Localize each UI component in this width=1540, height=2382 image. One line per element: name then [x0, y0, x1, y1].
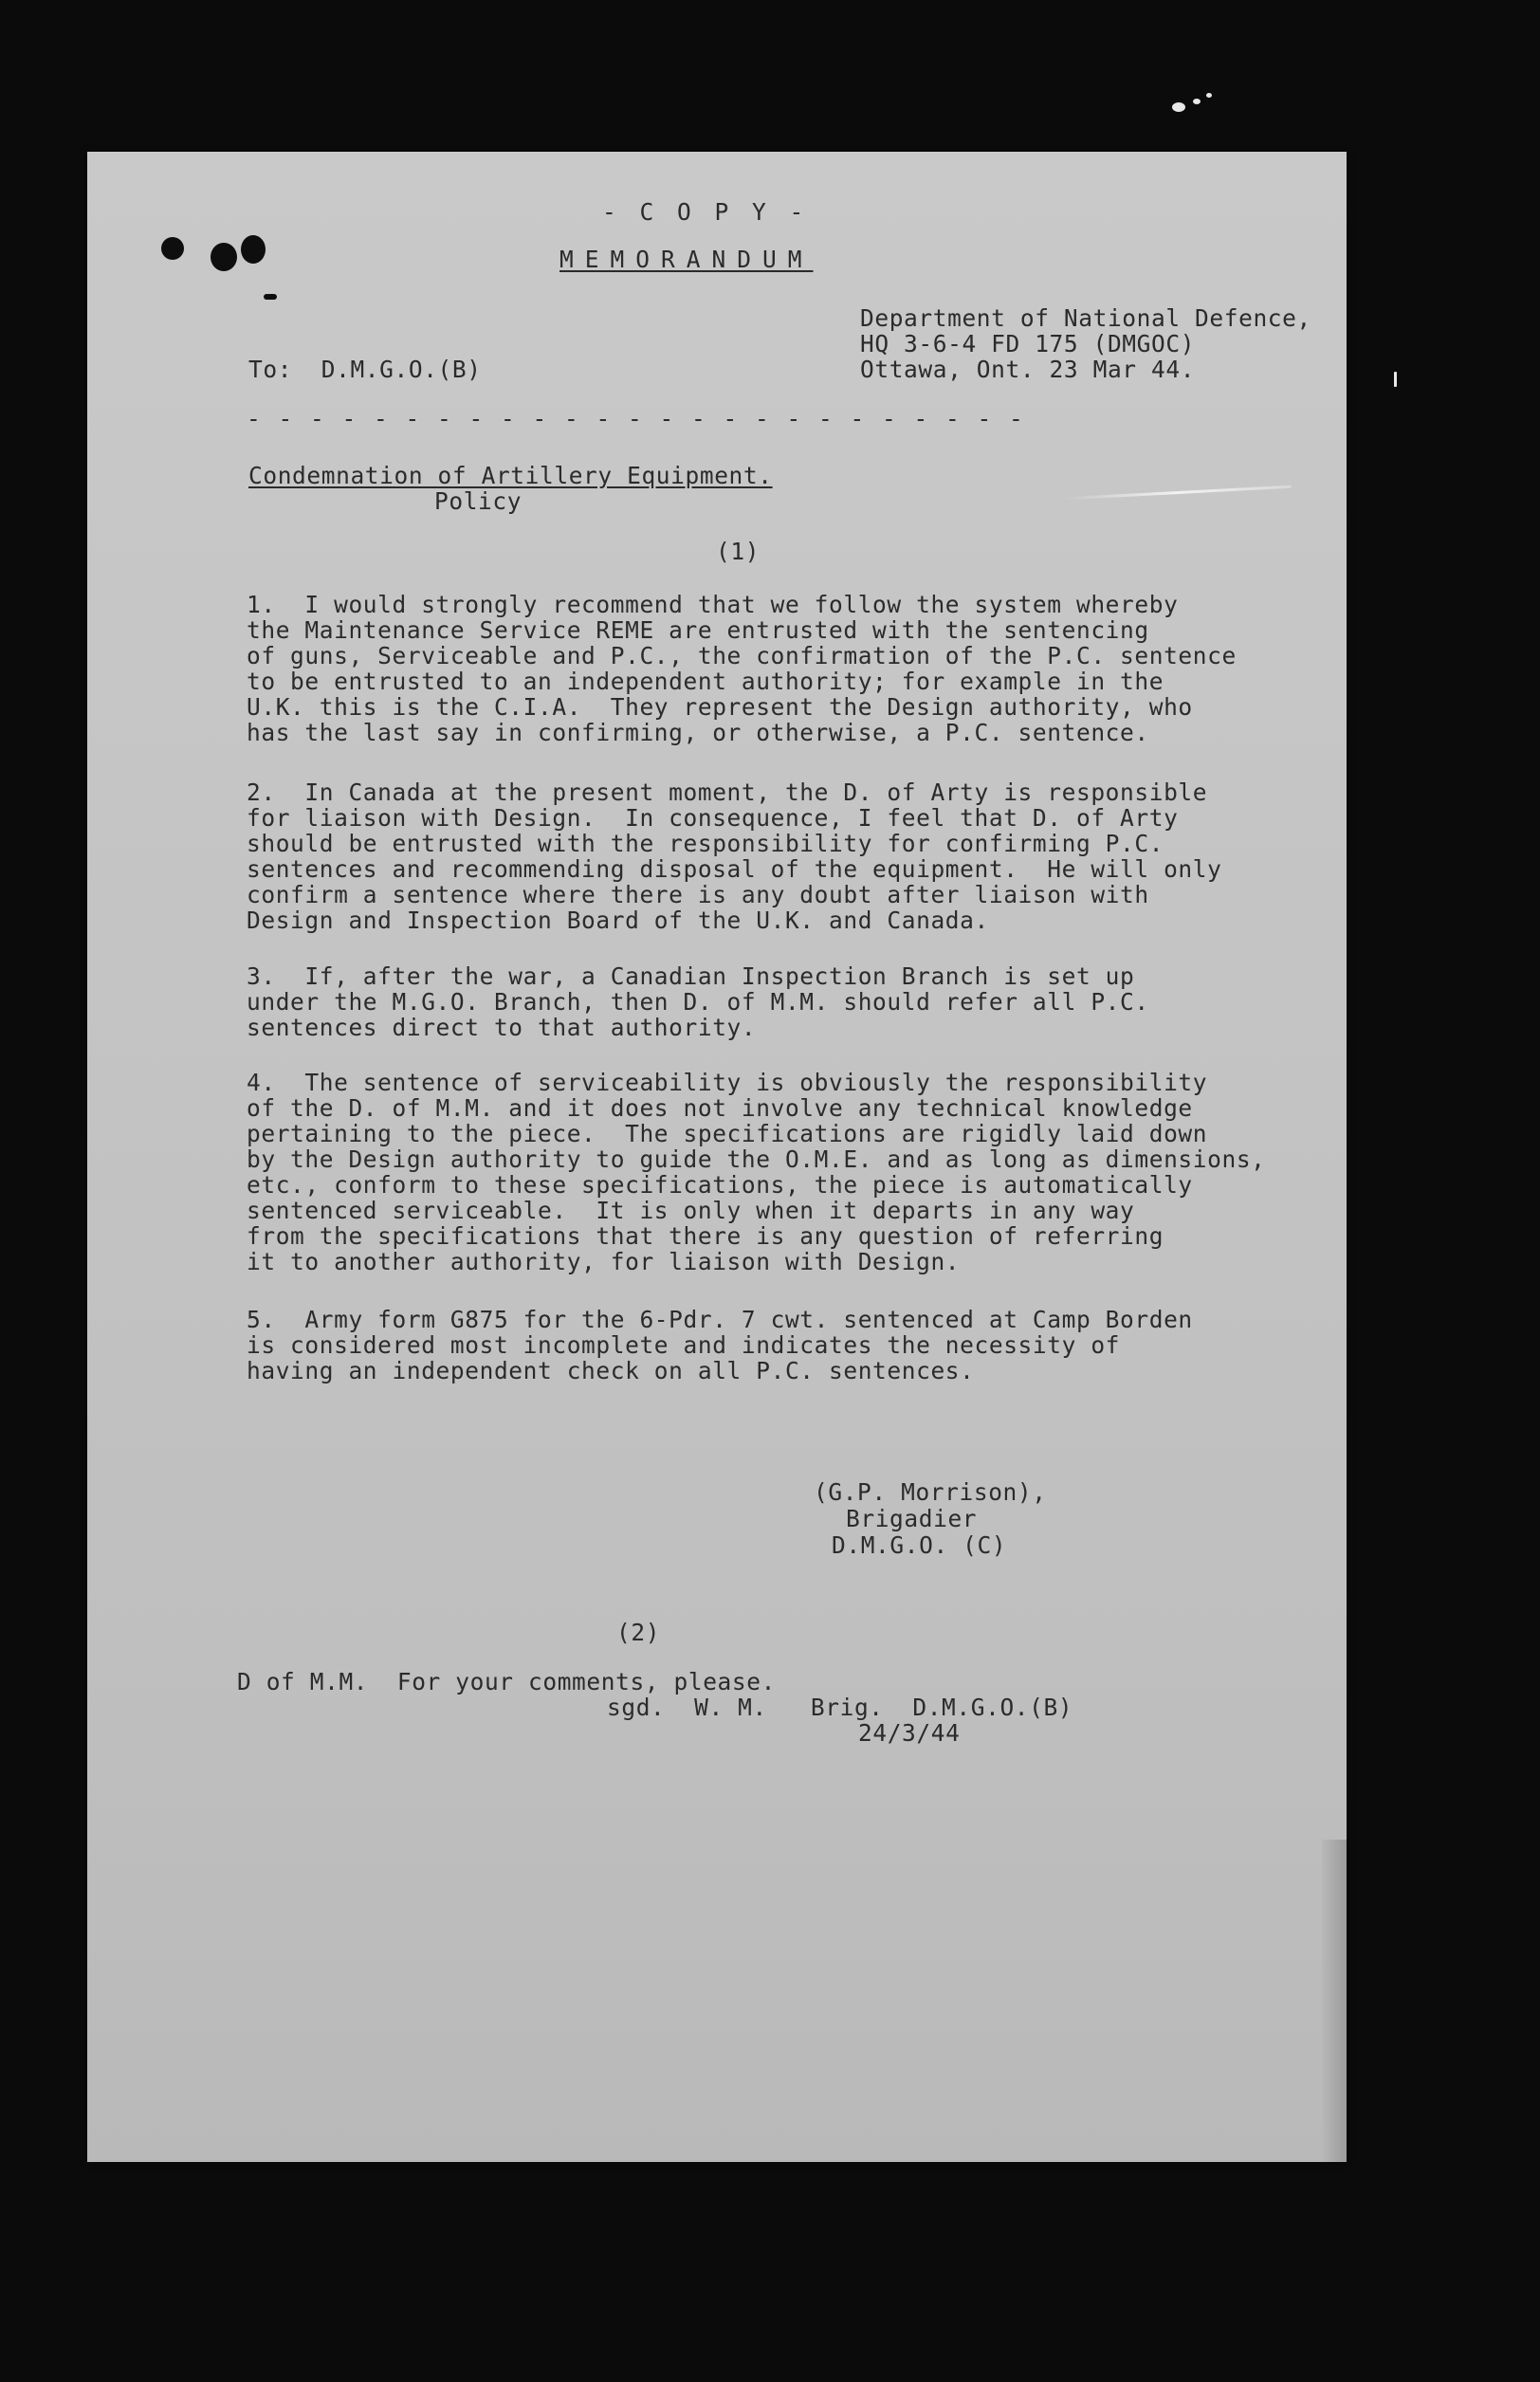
paragraph-line: it to another authority, for liaison with Design.: [247, 1248, 961, 1275]
address-line-2: HQ 3-6-4 FD 175 (DMGOC): [860, 330, 1196, 357]
scan-speck: [1172, 102, 1185, 112]
paragraph-line: 4. The sentence of serviceability is obviously the responsibility: [247, 1069, 1208, 1096]
paragraph-line: of the D. of M.M. and it does not involve any technical knowledge: [247, 1094, 1193, 1122]
scan-speck: [1206, 93, 1212, 98]
paragraph-line: should be entrusted with the responsibility for confirming P.C.: [247, 830, 1164, 857]
to-line: To: D.M.G.O.(B): [248, 356, 482, 383]
scan-speck: [1394, 372, 1397, 387]
subject-subtitle: Policy: [434, 487, 522, 515]
section-label-1: (1): [716, 538, 761, 565]
paragraph-line: to be entrusted to an independent authority; for example in the: [247, 668, 1164, 695]
paragraph-line: sentences direct to that authority.: [247, 1014, 757, 1041]
paragraph-line: for liaison with Design. In consequence, I feel that D. of Arty: [247, 804, 1179, 832]
paragraph-line: from the specifications that there is any question of referring: [247, 1222, 1164, 1250]
paragraph-line: the Maintenance Service REME are entrusted with the sentencing: [247, 616, 1149, 644]
paragraph-line: 2. In Canada at the present moment, the D. of Arty is responsible: [247, 779, 1208, 806]
paragraph-line: under the M.G.O. Branch, then D. of M.M. should refer all P.C.: [247, 988, 1149, 1016]
paragraph-line: by the Design authority to guide the O.M.E. and as long as dimensions,: [247, 1145, 1266, 1173]
paragraph-line: 3. If, after the war, a Canadian Inspection Branch is set up: [247, 962, 1135, 990]
paragraph-line: is considered most incomplete and indicates the necessity of: [247, 1331, 1121, 1359]
signature-office: D.M.G.O. (C): [832, 1531, 1007, 1559]
page-edge-shadow: [1322, 1840, 1347, 2162]
paragraph-line: confirm a sentence where there is any doubt after liaison with: [247, 881, 1149, 908]
paragraph-line: Design and Inspection Board of the U.K. and Canada.: [247, 907, 989, 934]
minute-line-2: sgd. W. M. Brig. D.M.G.O.(B): [607, 1694, 1073, 1721]
paragraph-line: sentences and recommending disposal of the equipment. He will only: [247, 855, 1222, 883]
paragraph-line: 5. Army form G875 for the 6-Pdr. 7 cwt. sentenced at Camp Borden: [247, 1306, 1193, 1333]
punch-hole-3: [241, 235, 266, 264]
scan-speck: [1193, 99, 1201, 104]
paragraph-line: having an independent check on all P.C. sentences.: [247, 1357, 975, 1384]
copy-heading: - C O P Y -: [602, 198, 809, 226]
punch-hole-1: [161, 237, 184, 260]
paragraph-line: 1. I would strongly recommend that we follow the system whereby: [247, 591, 1179, 618]
document-page: [87, 152, 1347, 2162]
memorandum-heading: MEMORANDUM: [559, 246, 814, 273]
punch-hole-4: [264, 294, 277, 300]
address-line-1: Department of National Defence,: [860, 304, 1311, 332]
minute-date: 24/3/44: [858, 1719, 961, 1747]
section-label-2: (2): [616, 1619, 661, 1646]
paragraph-line: U.K. this is the C.I.A. They represent the Design authority, who: [247, 693, 1193, 721]
subject-title: Condemnation of Artillery Equipment.: [248, 462, 773, 489]
paragraph-line: sentenced serviceable. It is only when it departs in any way: [247, 1197, 1135, 1224]
signature-rank: Brigadier: [846, 1505, 978, 1532]
punch-hole-2: [211, 243, 237, 271]
signature-name: (G.P. Morrison),: [814, 1478, 1047, 1506]
minute-line-1: D of M.M. For your comments, please.: [237, 1668, 776, 1695]
paragraph-line: pertaining to the piece. The specifications are rigidly laid down: [247, 1120, 1208, 1147]
separator-line: - - - - - - - - - - - - - - - - - - - - - - - - -: [247, 405, 1025, 432]
paragraph-line: of guns, Serviceable and P.C., the confirmation of the P.C. sentence: [247, 642, 1237, 669]
paragraph-line: etc., conform to these specifications, the piece is automatically: [247, 1171, 1193, 1199]
paragraph-line: has the last say in confirming, or otherwise, a P.C. sentence.: [247, 719, 1149, 746]
address-line-3: Ottawa, Ont. 23 Mar 44.: [860, 356, 1196, 383]
pen-stroke: [1064, 486, 1292, 501]
